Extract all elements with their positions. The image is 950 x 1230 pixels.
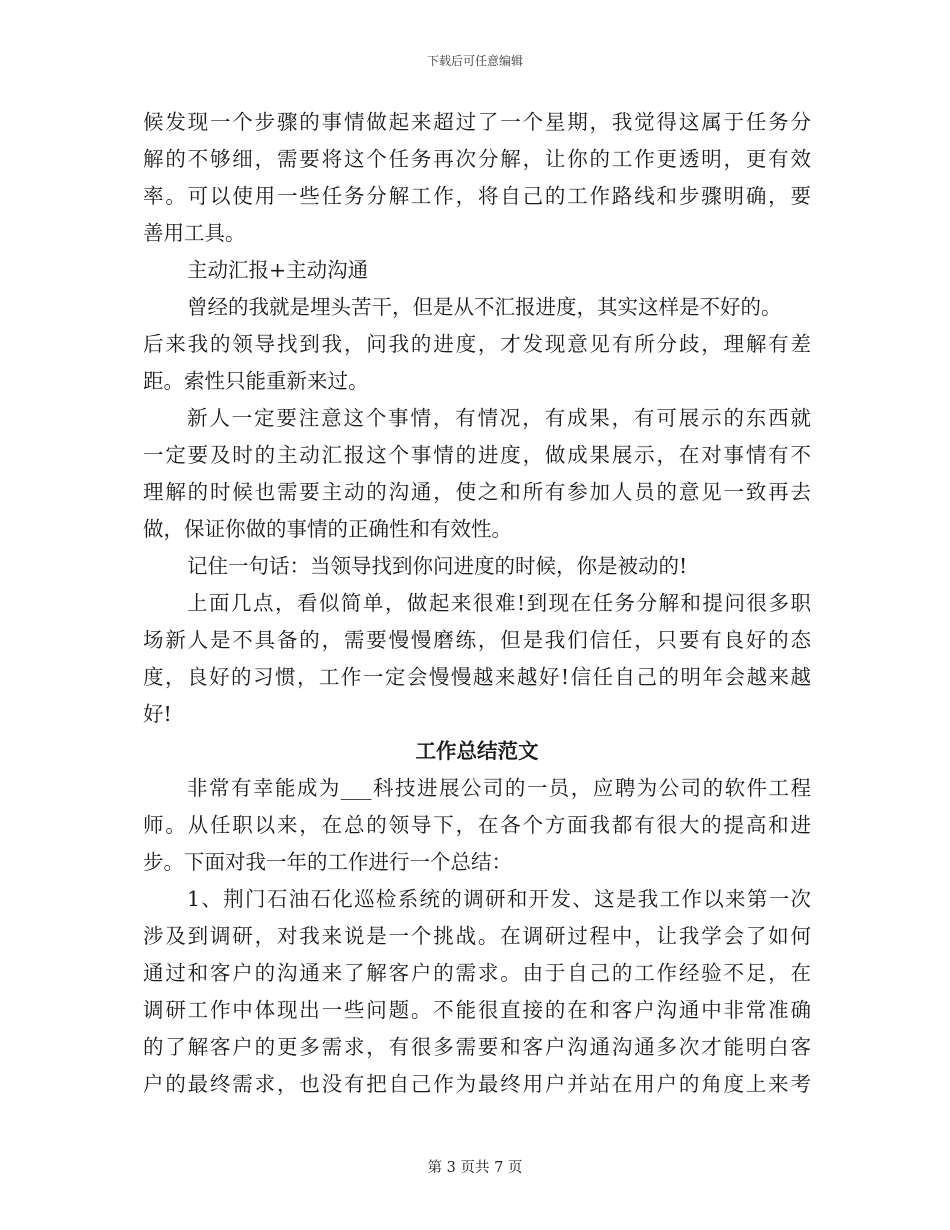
text-line: 调研工作中体现出一些问题。不能很直接的在和客户沟通中非常准确 bbox=[143, 998, 811, 1022]
text-line: 曾经的我就是埋头苦干，但是从不汇报进度，其实这样是不好的。 bbox=[187, 295, 782, 319]
section-title: 工作总结范文 bbox=[415, 739, 539, 763]
text-line: 度，良好的习惯，工作一定会慢慢越来越好!信任自己的明年会越来越 bbox=[143, 665, 811, 689]
paragraph-block-2 bbox=[143, 770, 811, 1103]
text-line: 善用工具。 bbox=[143, 221, 246, 245]
text-line: 主动汇报+主动沟通 bbox=[187, 258, 369, 282]
text-line: 解的不够细，需要将这个任务再次分解，让你的工作更透明，更有效 bbox=[143, 147, 811, 171]
text-line: 理解的时候也需要主动的沟通，使之和所有参加人员的意见一致再去 bbox=[143, 480, 811, 504]
page-footer: 第 3 页共 7 页 bbox=[427, 1160, 523, 1176]
text-line: 1、荆门石油石化巡检系统的调研和开发、这是我工作以来第一次 bbox=[187, 887, 811, 911]
text-line: 新人一定要注意这个事情，有情况，有成果，有可展示的东西就 bbox=[187, 406, 811, 430]
text-line: 一定要及时的主动汇报这个事情的进度，做成果展示，在对事情有不 bbox=[143, 443, 811, 467]
text-line: 记住一句话：当领导找到你问进度的时候，你是被动的! bbox=[187, 554, 688, 578]
text-line: 率。可以使用一些任务分解工作，将自己的工作路线和步骤明确，要 bbox=[143, 184, 811, 208]
text-line: 户的最终需求，也没有把自己作为最终用户并站在用户的角度上来考 bbox=[143, 1072, 811, 1096]
text-line: 通过和客户的沟通来了解客户的需求。由于自己的工作经验不足，在 bbox=[143, 961, 811, 985]
text-line: 的了解客户的更多需求，有很多需要和客户沟通沟通多次才能明白客 bbox=[143, 1035, 811, 1059]
text-line: 上面几点，看似简单，做起来很难!到现在任务分解和提问很多职 bbox=[187, 591, 811, 615]
text-line: 步。下面对我一年的工作进行一个总结： bbox=[143, 850, 512, 874]
document-body bbox=[143, 104, 811, 1103]
page-header: 下载后可任意编辑 bbox=[426, 54, 523, 68]
paragraph-block-1 bbox=[143, 104, 811, 733]
text-line: 师。从任职以来，在总的领导下，在各个方面我都有很大的提高和进 bbox=[143, 813, 811, 837]
text-line: 场新人是不具备的，需要慢慢磨练，但是我们信任，只要有良好的态 bbox=[143, 628, 811, 652]
text-line: 好! bbox=[143, 702, 172, 726]
text-line: 候发现一个步骤的事情做起来超过了一个星期，我觉得这属于任务分 bbox=[143, 110, 811, 134]
text-line: 后来我的领导找到我，问我的进度，才发现意见有所分歧，理解有差 bbox=[143, 332, 811, 356]
text-line: 涉及到调研，对我来说是一个挑战。在调研过程中，让我学会了如何 bbox=[143, 924, 811, 948]
text-line: 非常有幸能成为___科技进展公司的一员，应聘为公司的软件工程 bbox=[187, 776, 811, 800]
text-line: 距。索性只能重新来过。 bbox=[143, 369, 369, 393]
text-line: 做，保证你做的事情的正确性和有效性。 bbox=[143, 517, 512, 541]
